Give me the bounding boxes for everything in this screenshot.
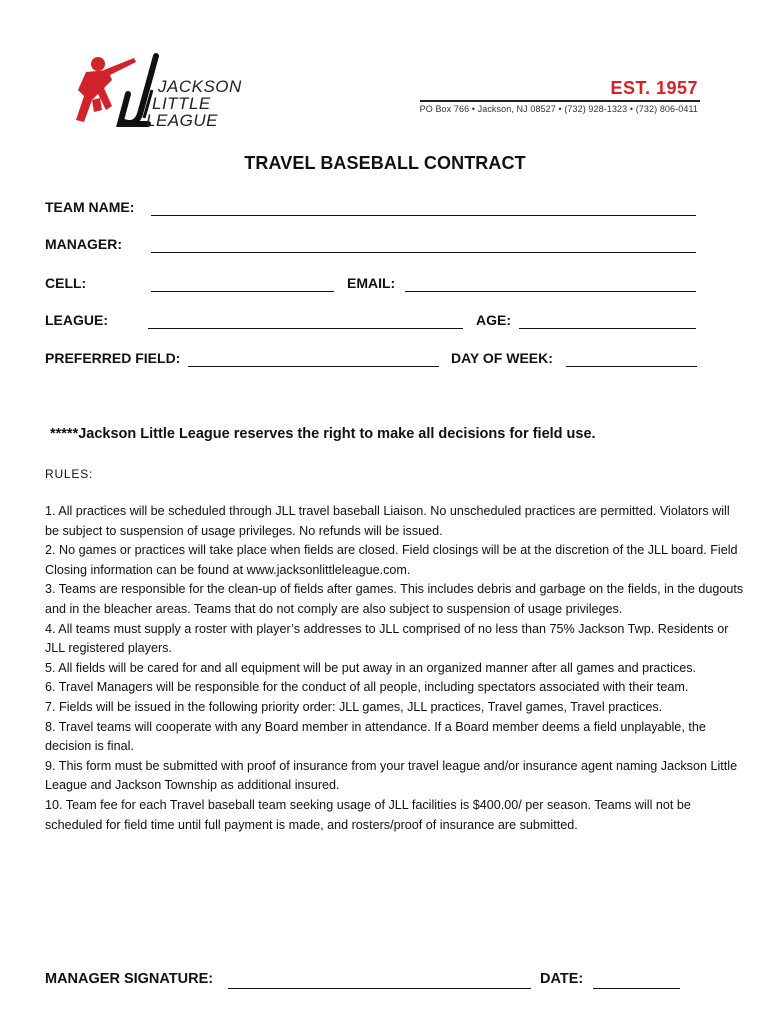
manager-signature-field[interactable]: [228, 988, 531, 989]
rule-item: 3. Teams are responsible for the clean-up of fields after games. This includes debris and garbage on the fields, in the dugouts and in the bleacher areas. Teams that do not comply are also subject to suspension of usage privileges.: [45, 582, 744, 616]
cell-field[interactable]: [151, 291, 334, 292]
rules-heading: RULES:: [45, 467, 94, 481]
rule-item: 5. All fields will be cared for and all equipment will be put away in an organized manner after all games and practices.: [45, 660, 697, 675]
contact-address: PO Box 766 • Jackson, NJ 08527 • (732) 928-1323 • (732) 806-0411: [419, 104, 698, 114]
jll-logo: [56, 50, 256, 132]
day-of-week-label: DAY OF WEEK:: [451, 350, 553, 366]
rule-item: 1. All practices will be scheduled through JLL travel baseball Liaison. No unscheduled practices are permitted. Violators will be subject to suspension of usage privileges. No refunds will be issued.: [45, 504, 730, 538]
league-age-row: [45, 312, 700, 332]
email-label: EMAIL:: [347, 275, 396, 291]
manager-signature-label: MANAGER SIGNATURE:: [45, 971, 214, 987]
page-title: TRAVEL BASEBALL CONTRACT: [244, 153, 526, 173]
day-of-week-field[interactable]: [566, 366, 697, 367]
email-field[interactable]: [405, 291, 696, 292]
header-divider: [420, 100, 700, 102]
signature-row: [45, 971, 695, 993]
rule-item: 8. Travel teams will cooperate with any Board member in attendance. If a Board member deems a field unplayable, the decision is final.: [45, 719, 706, 754]
rule-item: 7. Fields will be issued in the following priority order: JLL games, JLL practices, Travel games, Travel practices.: [45, 699, 663, 714]
rules-list: [45, 502, 745, 835]
team-name-row: [45, 199, 700, 219]
manager-row: [45, 236, 700, 256]
logo-text-jackson: JACKSON: [158, 77, 242, 96]
manager-label: MANAGER:: [45, 236, 122, 252]
rule-item: 6. Travel Managers will be responsible for the conduct of all people, including spectators associated with their team.: [45, 680, 689, 695]
established-year: EST. 1957: [610, 78, 698, 98]
league-label: LEAGUE:: [45, 312, 108, 328]
rule-item: 10. Team fee for each Travel baseball team seeking usage of JLL facilities is $400.00/ per season. Teams will not be scheduled for field time until full payment is made, and rosters/proof of insurance are submitted.: [45, 797, 691, 832]
manager-field[interactable]: [151, 252, 696, 253]
logo-text-league: LEAGUE: [146, 111, 218, 130]
preferred-field-field[interactable]: [188, 366, 439, 367]
age-label: AGE:: [476, 312, 511, 328]
league-field[interactable]: [148, 328, 463, 329]
rule-item: 4. All teams must supply a roster with player’s addresses to JLL comprised of no less than 75% Jackson Twp. Residents or JLL registered players.: [45, 621, 729, 656]
cell-email-row: [45, 275, 700, 295]
rule-item: 9. This form must be submitted with proof of insurance from your travel league and/or insurance agent naming Jackson Little League and Jackson Township as additional insured.: [45, 758, 738, 793]
date-label: DATE:: [540, 971, 584, 987]
preferred-field-label: PREFERRED FIELD:: [45, 350, 181, 366]
logo-text-little: LITTLE: [152, 94, 211, 113]
field-use-notice: *****Jackson Little League reserves the right to make all decisions for field use.: [50, 426, 596, 442]
date-field[interactable]: [593, 988, 680, 989]
rule-item: 2. No games or practices will take place when fields are closed. Field closings will be at the discretion of the JLL board. Field Closing information can be found at www.jacksonlittleleague.com.: [45, 543, 738, 577]
team-name-label: TEAM NAME:: [45, 199, 135, 215]
team-name-field[interactable]: [151, 215, 696, 216]
age-field[interactable]: [519, 328, 696, 329]
field-day-row: [45, 350, 700, 370]
cell-label: CELL:: [45, 275, 87, 291]
